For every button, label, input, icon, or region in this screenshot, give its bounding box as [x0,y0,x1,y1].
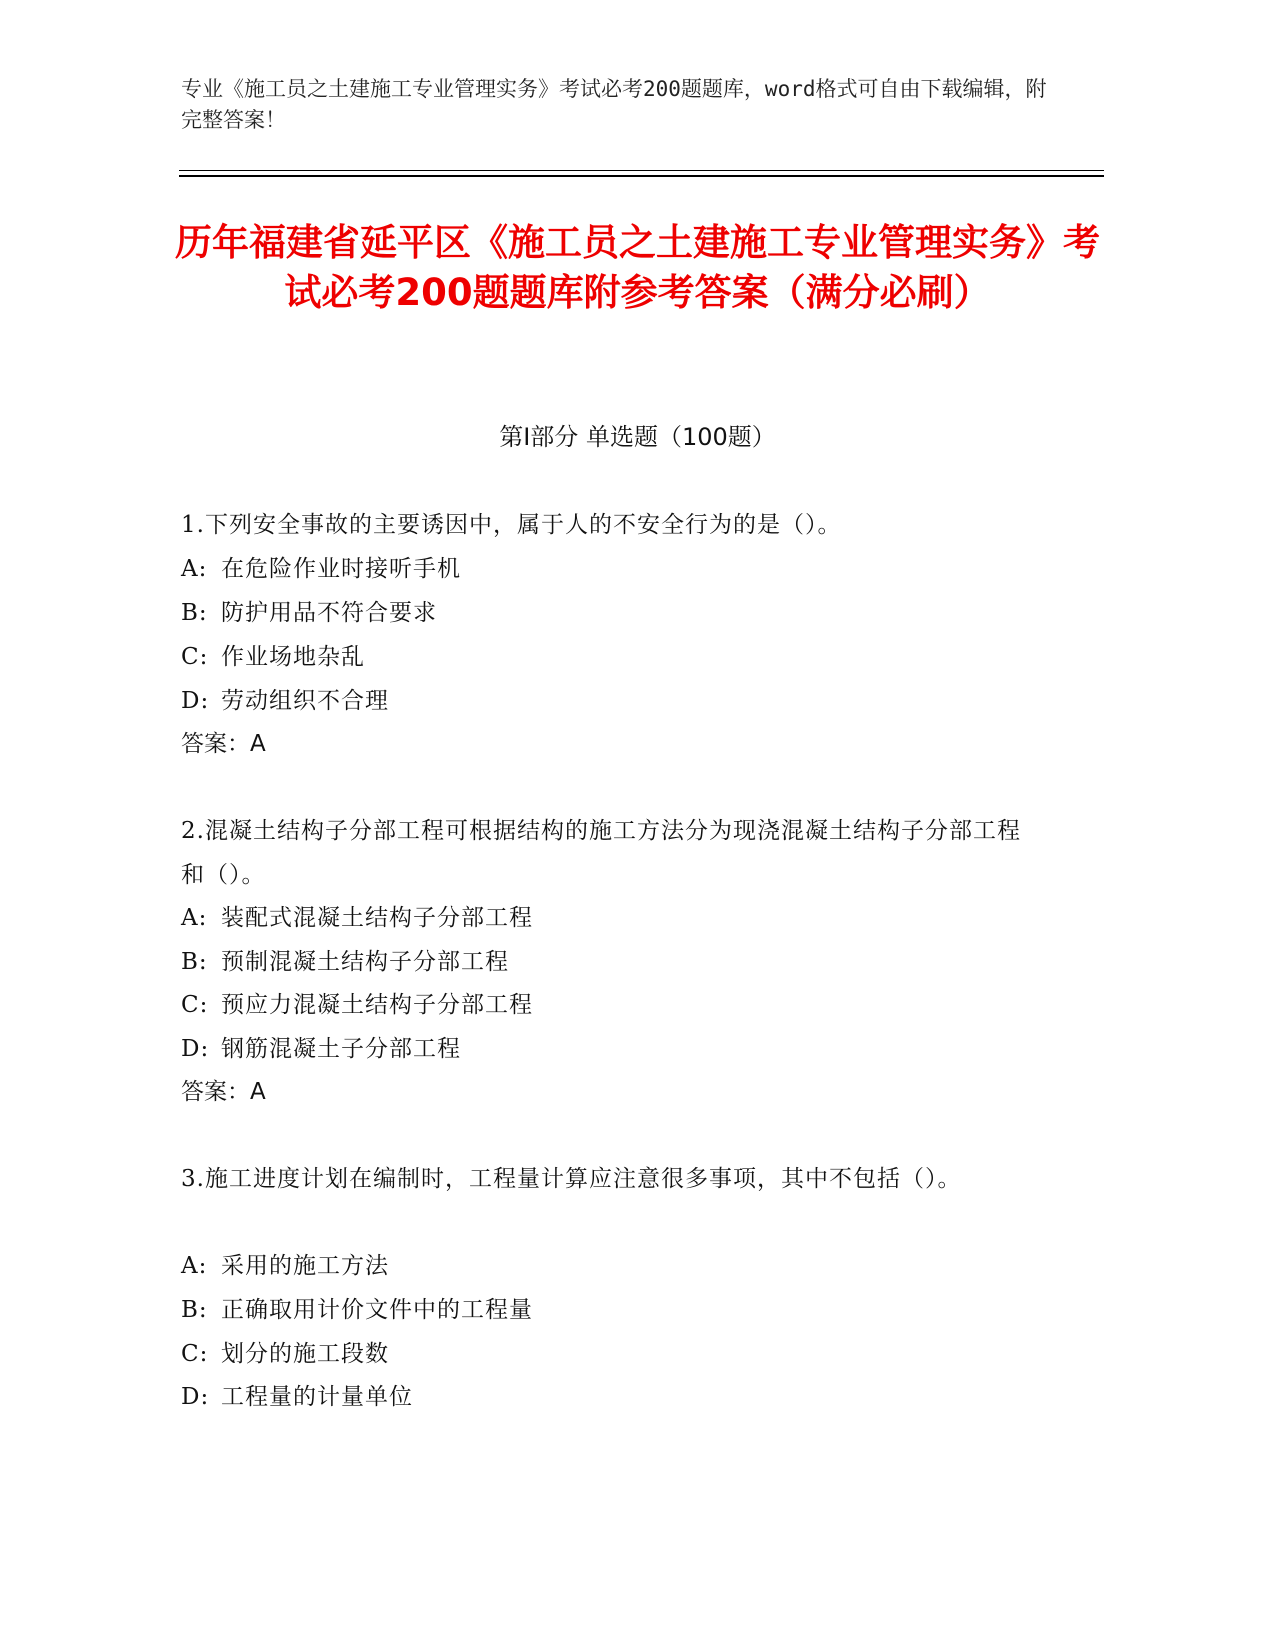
question-2-option-b [181,940,1031,984]
option-key: B: [181,1297,208,1323]
option-key: D: [181,1036,210,1062]
question-1-option-a [181,547,1031,591]
option-text: 划分的施工段数 [221,1341,389,1367]
question-1-answer: 答案：A [181,731,266,757]
option-key: C: [181,1341,209,1367]
option-text: 劳动组织不合理 [221,688,389,714]
question-1-option-c [181,635,1031,679]
option-text: 工程量的计量单位 [221,1384,413,1410]
question-1-option-b [181,591,1031,635]
question-3-stem: 3.施工进度计划在编制时，工程量计算应注意很多事项，其中不包括（）。 [181,1166,962,1192]
question-3-option-a [181,1244,1031,1288]
question-2-option-c [181,983,1031,1027]
question-2-option-a [181,896,1031,940]
header-note: 专业《施工员之土建施工专业管理实务》考试必考200题题库，word格式可自由下载编辑，附完整答案！ [181,77,1047,132]
option-text: 正确取用计价文件中的工程量 [221,1297,533,1323]
question-2-stem: 2.混凝土结构子分部工程可根据结构的施工方法分为现浇混凝土结构子分部工程和（）。 [181,818,1021,888]
question-3-option-c [181,1332,1031,1376]
option-key: C: [181,992,209,1018]
option-text: 在危险作业时接听手机 [221,556,461,582]
question-2-answer: 答案：A [181,1079,266,1105]
option-key: D: [181,1384,210,1410]
header-divider-thick [179,175,1104,177]
option-text: 采用的施工方法 [221,1253,389,1279]
option-text: 预制混凝土结构子分部工程 [221,949,509,975]
option-key: A: [181,905,208,931]
header-divider-thin [179,170,1104,171]
option-key: A: [181,556,208,582]
question-3-option-d [181,1375,1031,1419]
option-text: 装配式混凝土结构子分部工程 [221,905,533,931]
option-text: 作业场地杂乱 [221,644,365,670]
option-text: 防护用品不符合要求 [221,600,437,626]
option-text: 预应力混凝土结构子分部工程 [221,992,533,1018]
option-key: D: [181,688,210,714]
option-key: B: [181,949,208,975]
option-key: A: [181,1253,208,1279]
question-3-option-b [181,1288,1031,1332]
document-title: 历年福建省延平区《施工员之土建施工专业管理实务》考试必考200题题库附参考答案（满分必刷） [175,221,1100,314]
option-key: B: [181,600,208,626]
option-text: 钢筋混凝土子分部工程 [221,1036,461,1062]
question-2-option-d [181,1027,1031,1071]
section-heading: 第I部分 单选题（100题） [499,423,776,451]
question-1-stem: 1.下列安全事故的主要诱因中，属于人的不安全行为的是（）。 [181,512,842,538]
option-key: C: [181,644,209,670]
question-1-option-d [181,679,1031,723]
